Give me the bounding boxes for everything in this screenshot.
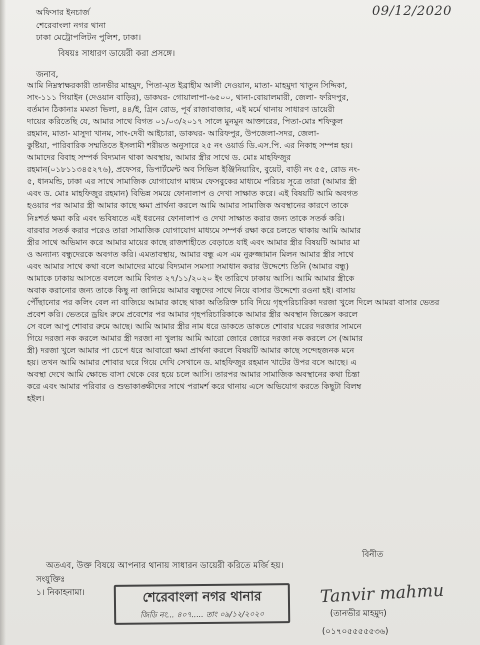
body-line: প্রবেশ করি। ভেতরে ড্রয়িং রুমে প্রবেশের পর আমার গৃহপরিচারিকাকে আমার স্ত্রীর অবস্থান জিজ্ঞেস করলে: [27, 309, 358, 319]
signer-name: (তানভীর মাহমুদ): [330, 608, 387, 618]
body-line: সে বলে আপু শোবার রুমে আছে। আমি আমার স্ত্রীর নাম ধরে ডাকতে ডাকতে শোবার ঘরের দরজার সামনে: [27, 321, 362, 331]
closing-request: অতএব, উক্ত বিষয়ে আপনার থানায় সাধারন ডায়েরী করিতে মর্জি হয়।: [46, 561, 284, 571]
body-line: বারবার সতর্ক করার পরেও তারা সামাজিক যোগাযোগ মাধ্যমে সম্পর্ক রক্ষা করে চলতে থাকায় আমি আমার: [27, 225, 361, 235]
body-line: অবস্থা দেখে আমি ক্ষোভে বাসা থেকে বের হয়ে চলে আসি। তারপর আমার সামাজিক অবস্থানের কথা চিন্তা: [27, 370, 360, 380]
body-line: স্ত্রী) দরজা খুলে আমার পা চেপে ধরে আবারো ক্ষমা প্রার্থনা করলে বিষয়টি আমার কাছে সন্দেহজনক মনে: [27, 346, 355, 356]
enclosure: [36, 573, 85, 599]
body-line: অবাক করানোর জন্য তাকে কিছু না জানিয়ে আমার বন্ধুদের সাথে নিয়ে বাসার উদ্দেশ্যে রওনা হই। বাসায়: [27, 285, 356, 295]
subject-line: বিষয়ঃ সাধারণ ডায়েরী করা প্রসঙ্গে।: [58, 48, 175, 58]
sign-off: বিনীত: [362, 550, 384, 560]
stamp-title: শেরেবাংলা নগর থানার: [142, 589, 262, 606]
signer-phone: (০১৭০৫৫৫৫৫৩৬): [322, 626, 389, 636]
body-line: করে এবং আমার পরিবার ও শুভাকাঙ্ক্ষীদের সাথে পরামর্শ করে থানায় এসে অভিযোগ করতে কিছুটা বিলম্ব: [27, 382, 362, 392]
body-line: হইল।: [27, 394, 45, 404]
body-line: গিয়ে দরজা নক করলে আমার স্ত্রী দরজা না খুলায় আমি আরো জোরে জোরে দরজা নক করলে সে (আমার: [27, 333, 363, 343]
body-line: হয়। তখন আমি আমার শোবার ঘরে গিয়ে দেখি সেখানে ড. মাহফিজুর রহমান খাটের উপর বসে আছে। এ: [27, 358, 357, 368]
body-line: এবং ড. মোঃ মাহফিজুর রহমান) বিভিন্ন সময়ে ফোনালাপ ও দেখা সাক্ষাত করে। এই বিষয়টি আমি অবগত: [27, 189, 358, 199]
body-line: আমাকে ঢাকায় আসতে বললে আমি বিগত ২৭/১১/২০২০ ইং তারিখে ঢাকায় আসি। আমি আমার স্ত্রীকে: [27, 273, 355, 283]
salutation: জনাব,: [36, 69, 59, 79]
body-line: স্ত্রীর সাথে অভিমান করে আমার মায়ের কাছে রাজশাহীতে বেড়াতে যাই এবং আমার স্ত্রীর বিষয়টি আমার মা: [27, 237, 360, 247]
body-line: নিঃশর্ত ক্ষমা করি এবং ভবিষ্যতে এই ধরনের ফোনালাপ ও দেখা সাক্ষাত করার জন্য তাকে সতর্ক করি।: [27, 213, 345, 223]
body-line: আমাদের বিবাহ সম্পর্ক বিদ্যমান থাকা অবস্থায়, আমার স্ত্রীর সাথে ড. মোঃ মাহফিজুর: [27, 153, 291, 163]
body-line: রহমান(০১৮১১৩৪৫২৭৬), প্রফেসর, ডিপার্টমেন্ট অব সিভিল ইঞ্জিনিয়ারিং, বুয়েট, বাড়ী নং ৫৫, রোড নং-: [27, 165, 360, 175]
police-station-stamp: [114, 583, 290, 625]
body-line: এবং আমার সাথে কথা বলে আমাদের মাঝে বিদ্যমান সমস্যা সমাধান করার উদ্দেশ্যে তিনি (আমার বন্ধু): [27, 261, 349, 271]
body-line: ৫, ধানমন্ডি, ঢাকা এর সাথে সামাজিক যোগাযোগ মাধ্যম ফেসবুকের মাধ্যমে পরিচয় সূত্রে তারা (আমার স্ত্রী: [27, 177, 357, 187]
enclosure-label: সংযুক্তিঃ: [36, 574, 65, 584]
address-line: শেরেবাংলা নগর থানা: [36, 19, 106, 30]
body-line: ও অন্যান্য বন্ধুদেরকে অবগত করি। এমতাবস্থায়, আমার বন্ধু এস এম নুরুজ্জামান মিলন আমার স্ত্রীর সাথে: [27, 249, 354, 259]
enclosure-item: ১। নিকাহনামা।: [36, 587, 85, 597]
body-line: আমি নিম্নস্বাক্ষরকারী তানভীর মাহমুদ, পিতা-মৃত ইব্রাহীম আলী দেওয়ান, মাতা- মাহমুদা খাতুন সিদ্দিকা,: [27, 81, 348, 90]
address-line: অফিসার ইনচার্জ: [36, 7, 90, 17]
handwritten-date: 09/12/2020: [372, 4, 452, 19]
address-line: ঢাকা মেট্রোপলিটন পুলিশ, ঢাকা।: [36, 32, 142, 42]
body-line: দায়ের করিতেছি যে, আমার সাথে বিগত ০১/০৩/২০১৭ সালে মুনমুন আক্তারের, পিতা-মোঃ শফিকুল: [27, 117, 343, 127]
body-line: বর্তমান ঠিকানাঃ মমতা ভিলা, ৪৪/ই, গ্রিন রোড, পূর্ব রাজাবাজার, এই মর্মে থানায় সাধারণ ডায়েরী: [27, 105, 335, 115]
recipient-address: [36, 6, 141, 44]
body-line: সাং-১১১ গিয়াইন (দেওয়ান বাড়ির), ডাকঘর- গোয়ালাপা-৬৫০০, থানা-বোয়ালমারী, জেলা- ফরিদপুর,: [27, 93, 349, 103]
page-edge-shadow: [0, 0, 6, 645]
stamp-gd-line: জিডি নং... ৪০৭..... তাং ০৯/১২/২০২০: [140, 609, 265, 620]
body-line: হওয়ার পর আমার স্ত্রী আমার কাছে ক্ষমা প্রার্থনা করলে আমি আমার সামাজিক অবস্থানের কারণে তাকে: [27, 201, 349, 211]
handwritten-signature: Tanvir mahmu: [319, 580, 445, 608]
body-line: রহমান, মাতা- মাসুদা খানম, সাং-দেবী আইচারা, ডাকঘর- আরিফপুর, উপজেলা-সদর, জেলা-: [27, 129, 320, 139]
letter-body: [27, 80, 467, 405]
body-line: পৌঁছানোর পর কলিং বেল না বাজিয়ে আমার কাছে থাকা অতিরিক্ত চাবি দিয়ে গৃহপরিচারিকা দরজা খুলে দিলে আমরা বাসার ভেতর: [27, 297, 440, 307]
body-line: কুষ্টিয়া, পারিবারিক সম্মতিতে ইসলামী শরীয়ত অনুসারে ২৫ নং ওয়ার্ড ডি.এস.পি. এর নিকাহ সম্পন্ন হয়।: [27, 141, 353, 151]
